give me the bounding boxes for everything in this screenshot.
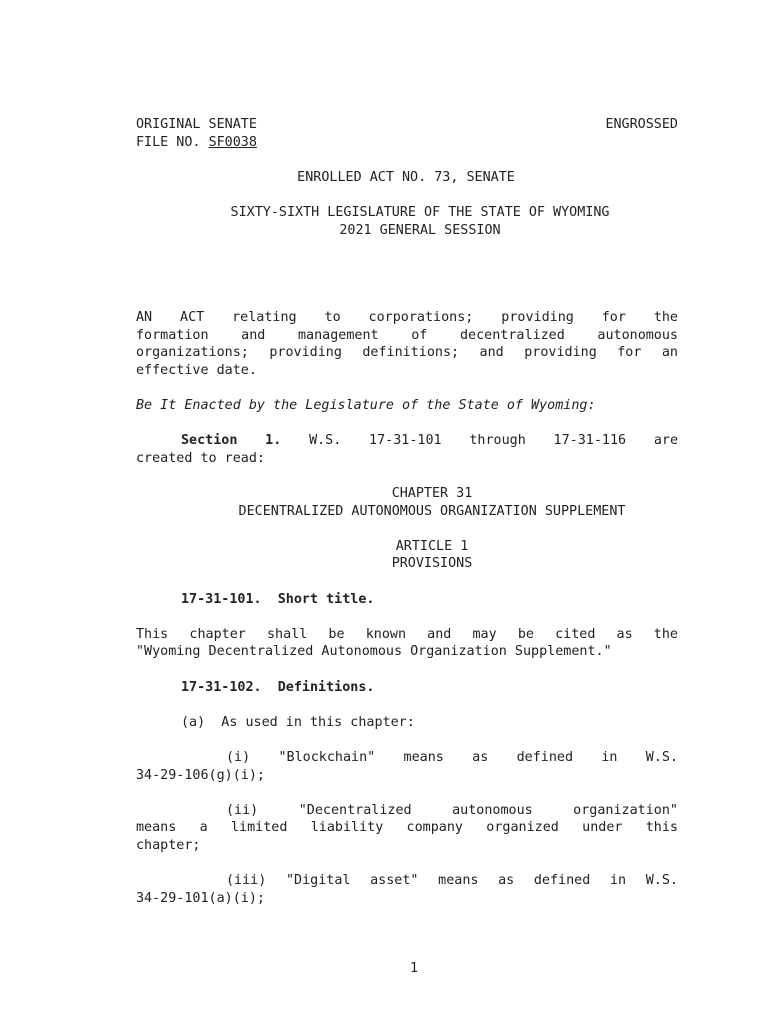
definition-iii-line-2: 34-29-101(a)(i); <box>136 890 265 906</box>
definition-i-line-1: (i) "Blockchain" means as defined in W.S. <box>226 750 678 765</box>
definition-i-line-2: 34-29-106(g)(i); <box>136 767 265 783</box>
act-title-line-1: AN ACT relating to corporations; providing for the <box>136 310 678 326</box>
subsection-a: (a) As used in this chapter: <box>181 714 415 730</box>
section-101-heading: 17-31-101. Short title. <box>181 591 375 607</box>
file-number-line <box>136 134 678 152</box>
page-number: 1 <box>409 961 419 976</box>
section-102-heading: 17-31-102. Definitions. <box>181 679 375 695</box>
article-name: PROVISIONS <box>391 556 473 572</box>
section-1-line-1 <box>136 432 678 450</box>
section-1-label: Section 1. <box>181 433 282 449</box>
enacting-clause: Be It Enacted by the Legislature of the State of Wyoming: <box>136 398 596 414</box>
act-title-line-2: formation and management of decentralized autonomous <box>136 327 678 343</box>
definition-ii-line-3: chapter; <box>136 837 201 853</box>
section-1-text: W.S. 17-31-101 through 17-31-116 are <box>309 433 679 449</box>
definition-ii-line-1: (ii) "Decentralized autonomous organization" <box>226 802 678 818</box>
engrossed-label: ENGROSSED <box>605 117 678 132</box>
section-101-text-line-2: "Wyoming Decentralized Autonomous Organization Supplement." <box>136 644 612 660</box>
section-101-text-line-1: This chapter shall be known and may be cited as the <box>136 626 678 642</box>
header-row <box>136 116 678 134</box>
act-title-line-3: organizations; providing definitions; and providing for an <box>136 345 678 361</box>
article-number: ARTICLE 1 <box>395 538 469 554</box>
chapter-name: DECENTRALIZED AUTONOMOUS ORGANIZATION SUPPLEMENT <box>238 503 626 519</box>
definition-iii-line-1: (iii) "Digital asset" means as defined in W.S. <box>226 873 678 889</box>
act-title-line-4: effective date. <box>136 362 257 378</box>
legislature-line: SIXTY-SIXTH LEGISLATURE OF THE STATE OF WYOMING <box>230 204 610 220</box>
chapter-number: CHAPTER 31 <box>391 486 473 502</box>
document-body <box>136 116 678 907</box>
definition-ii-line-2: means a limited liability company organized under this <box>136 820 678 836</box>
enrolled-act-line: ENROLLED ACT NO. 73, SENATE <box>297 169 515 185</box>
section-1-line-2: created to read: <box>136 450 265 466</box>
file-number: SF0038 <box>208 134 257 150</box>
file-no-label: FILE NO. <box>136 134 201 150</box>
original-senate-label: ORIGINAL SENATE <box>136 117 257 132</box>
session-line: 2021 GENERAL SESSION <box>339 222 501 238</box>
